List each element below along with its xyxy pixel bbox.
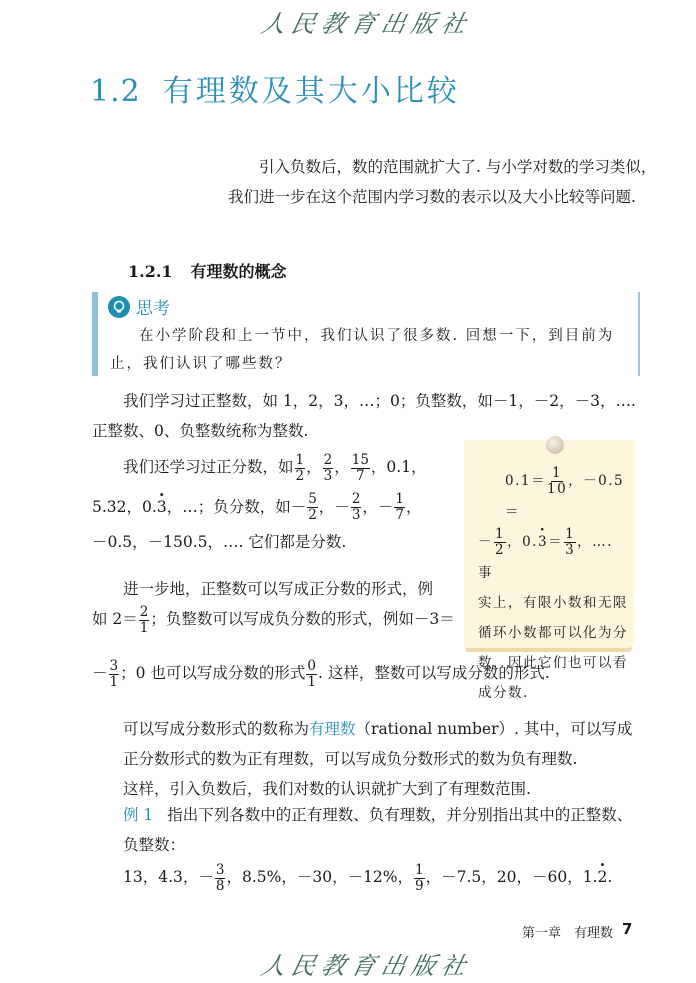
- integers-paragraph: 我们学习过正整数，如 1，2，3，…；0；负整数，如－1，－2，－3，…. 正整数、0、负整数统称为整数.: [92, 392, 636, 440]
- fraction: $\frac{2}{1}$: [139, 603, 149, 636]
- integers-as-fractions-paragraph: [92, 574, 457, 636]
- text: 5.32，0.: [92, 497, 157, 516]
- example-1: [92, 800, 642, 860]
- fraction: $\frac{15}{7}$: [351, 451, 369, 484]
- text: ，…；负分数，如－: [166, 497, 307, 516]
- text: 进一步地，正整数可以写成正分数的形式，例: [123, 580, 434, 598]
- publisher-logo-top: 人民教育出版社: [258, 10, 475, 38]
- text: ，0.1，: [370, 458, 427, 476]
- lightbulb-head-icon: [108, 296, 130, 318]
- fraction: $\frac{3}{1}$: [109, 657, 119, 690]
- fractions-paragraph: 我们还学习过正分数，如 $\frac{1}{2}$ ， $\frac{2}{3}$ ， $\frac{15}{7}$ ，0.1， 5.32，0.· 3，…；负分数，如－ $\frac{5}{2}$ ，－ $\frac{2}{3}$ ，－ $\frac{1}{7}$ ， －0.5，－150.5，…. 它们都是分数.: [92, 452, 457, 557]
- fraction: $\frac{0}{1}$: [307, 657, 316, 690]
- text: 我们还学习过正分数，如: [123, 458, 294, 476]
- sticky-note: [464, 440, 634, 701]
- think-box: [92, 292, 640, 376]
- term-rational-number: 有理数: [309, 720, 356, 738]
- summary-paragraph: 这样，引入负数后，我们对数的认识就扩大到了有理数范围.: [123, 780, 531, 798]
- example-number-list: 13，4.3，－ $\frac{3}{8}$ ，8.5%，－30，－12%， $\frac{1}{9}$ ，－7.5，20，－60，1.· 2.: [92, 862, 652, 894]
- section-title-text: 有理数及其大小比较: [162, 74, 460, 109]
- example-label: 例 1: [123, 806, 154, 824]
- fraction: $\frac{2}{3}$: [351, 491, 361, 523]
- section-title: [90, 66, 460, 110]
- fraction: $\frac{3}{8}$: [215, 861, 225, 894]
- integers-as-fractions-cont: － $\frac{3}{1}$ ；0 也可以写成分数的形式 $\frac{0}{1}$ . 这样，整数可以写成分数的形式.: [92, 657, 550, 690]
- intro-paragraph: 引入负数后，数的范围就扩大了. 与小学对数的学习类似，我们进一步在这个范围内学习数的表示以及大小比较等问题.: [228, 158, 657, 206]
- pin-icon: [546, 436, 564, 454]
- text: 如 2＝: [92, 610, 138, 628]
- publisher-logo-bottom: 人民教育出版社: [258, 952, 475, 980]
- fraction: $\frac{1}{9}$: [415, 861, 424, 894]
- fraction: $\frac{1}{3}$: [565, 526, 576, 558]
- fraction: $\frac{5}{2}$: [308, 491, 317, 523]
- example-prompt: 指出下列各数中的正有理数、负有理数，并分别指出其中的正整数、负整数：: [123, 806, 633, 854]
- subsection-title: 有理数的概念: [190, 262, 287, 281]
- subsection-heading: [128, 259, 287, 282]
- page-number: 7: [622, 920, 633, 938]
- think-label: 思考: [136, 299, 170, 319]
- fraction: $\frac{2}{3}$: [323, 451, 333, 484]
- think-text: 在小学阶段和上一节中，我们认识了很多数. 回想一下，到目前为止，我们认识了哪些数？: [110, 328, 615, 372]
- text: －0.5，－150.5，…. 它们都是分数.: [92, 533, 347, 551]
- repeating-digit: · 3: [157, 492, 167, 522]
- section-number: 1.2: [90, 74, 141, 109]
- note-text: 0.1＝ $\frac{1}{10}$ ，－0.5＝ － $\frac{1}{2}$ ，0.· 3＝ $\frac{1}{3}$ ，…. 事 实上，有限小数和无限循环小数都可以化为分数，因此它们也可以看成分数.: [478, 466, 628, 708]
- fraction: $\frac{1}{10}$: [546, 465, 568, 497]
- fraction: $\frac{1}{2}$: [295, 451, 305, 484]
- subsection-number: 1.2.1: [128, 262, 173, 281]
- fraction: $\frac{1}{7}$: [395, 491, 405, 523]
- definition-paragraph: 可以写成分数形式的数称为有理数（rational number）. 其中，可以写成正分数形式的数为正有理数，可以写成负分数形式的数为负有理数. 这样，引入负数后，我们对数的认识就扩大到了有理数范围.: [92, 714, 642, 804]
- fraction: $\frac{1}{2}$: [495, 526, 506, 558]
- footer-chapter: 第一章 有理数: [522, 926, 614, 941]
- think-header: [108, 294, 170, 319]
- text: ；负整数可以写成负分数的形式，例如－3＝: [150, 610, 455, 628]
